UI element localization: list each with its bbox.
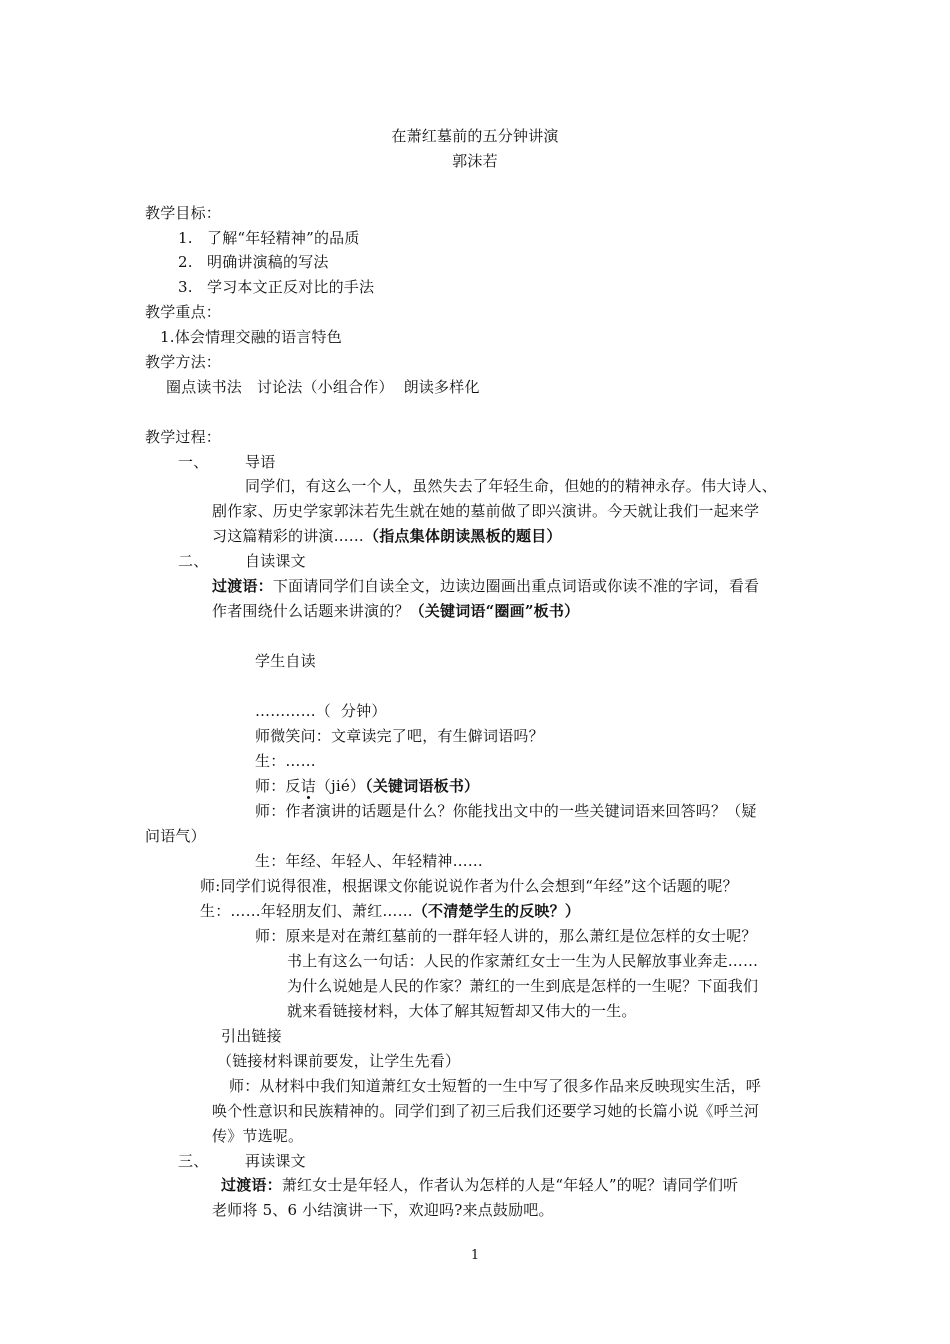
goal-item-3: 学习本文正反对比的手法 — [207, 278, 375, 296]
intro-line-3 — [212, 526, 562, 546]
teacher-question-2: 师：作者演讲的话题是什么？你能找出文中的一些关键词语来回答吗？（疑 — [255, 802, 757, 820]
transition-3-line-1 — [221, 1175, 738, 1195]
section-2-title: 自读课文 — [245, 552, 306, 570]
teacher-line-1-text: 师：反 — [255, 777, 301, 795]
process-heading: 教学过程： — [145, 428, 222, 446]
teacher-question-2-cont: 问语气） — [145, 827, 206, 845]
transition-3-text-1: 萧红女士是年轻人，作者认为怎样的人是“年轻人”的呢？请同学们听 — [281, 1176, 739, 1194]
teacher-line-3a: 师：原来是对在萧红墓前的一群年轻人讲的，那么萧红是位怎样的女士呢？ — [255, 927, 757, 945]
document-title: 在萧红墓前的五分钟讲演 — [391, 127, 559, 145]
transition-text-2: 作者围绕什么话题来讲演的？ — [212, 602, 410, 620]
document-author: 郭沫若 — [452, 152, 498, 170]
transition-line-2 — [212, 601, 579, 621]
goal-num-2: 2. — [178, 253, 193, 271]
transition-note: （关键词语“圈画”板书） — [409, 602, 580, 620]
page-number: 1 — [470, 1248, 480, 1263]
teacher-line-3d: 就来看链接材料，大体了解其短暂却又伟大的一生。 — [287, 1002, 637, 1020]
goal-num-3: 3. — [178, 278, 193, 296]
teacher-line-4c: 传》节选呢。 — [212, 1127, 304, 1145]
student-answer-1: 生：…… — [255, 752, 316, 770]
teacher-line-2: 师:同学们说得很准，根据课文你能说说作者为什么会想到“年经”这个话题的呢？ — [200, 877, 738, 895]
transition-label: 过渡语： — [212, 577, 273, 595]
goal-item-2: 明确讲演稿的写法 — [207, 253, 329, 271]
section-3-title: 再读课文 — [245, 1152, 306, 1170]
student-answer-3 — [200, 901, 580, 921]
method-list: 圈点读书法 讨论法（小组合作） 朗读多样化 — [166, 378, 480, 396]
intro-line-2: 剧作家、历史学家郭沫若先生就在她的墓前做了即兴演讲。今天就让我们一起来学 — [212, 502, 760, 520]
transition-3-label: 过渡语： — [221, 1176, 282, 1194]
intro-line-1: 同学们，有这么一个人，虽然失去了年轻生命，但她的的精神永存。伟大诗人、 — [245, 477, 778, 495]
teacher-line-3c: 为什么说她是人民的作家？萧红的一生到底是怎样的一生呢？下面我们 — [287, 977, 759, 995]
intro-line-3-text: 习这篇精彩的讲演…… — [212, 527, 365, 545]
self-read-label: 学生自读 — [255, 652, 316, 670]
teacher-line-4a: 师：从材料中我们知道萧红女士短暂的一生中写了很多作品来反映现实生活，呼 — [229, 1077, 762, 1095]
teacher-line-3b: 书上有这么一句话：人民的作家萧红女士一生为人民解放事业奔走…… — [287, 952, 759, 970]
teacher-line-1-note: （关键词语板书） — [365, 777, 480, 795]
section-1-number: 一、 — [178, 453, 209, 471]
link-heading: 引出链接 — [221, 1027, 282, 1045]
transition-text-1: 下面请同学们自读全文，边读边圈画出重点词语或你读不准的字词，看看 — [272, 577, 760, 595]
section-1-title: 导语 — [245, 453, 276, 471]
student-answer-3-note: （不清楚学生的反映？） — [412, 902, 581, 920]
transition-line-1 — [212, 576, 759, 596]
section-2-number: 二、 — [178, 552, 209, 570]
student-answer-2: 生：年经、年轻人、年轻精神…… — [255, 852, 484, 870]
student-answer-3-text: 生：……年轻朋友们、萧红…… — [200, 902, 413, 920]
goal-num-1: 1. — [178, 229, 193, 247]
transition-3-line-2: 老师将 5、6 小结演讲一下，欢迎吗?来点鼓励吧。 — [212, 1201, 554, 1219]
link-note: （链接材料课前要发，让学生先看） — [217, 1052, 461, 1070]
emphasized-char: 诘 — [300, 777, 316, 795]
goal-item-1: 了解“年轻精神”的品质 — [207, 229, 360, 247]
pinyin-note: （jié） — [315, 777, 366, 795]
key-point: 1.体会情理交融的语言特色 — [160, 328, 342, 346]
teacher-question-1: 师微笑问：文章读完了吧，有生僻词语吗？ — [255, 727, 544, 745]
goals-heading: 教学目标： — [145, 204, 222, 222]
method-heading: 教学方法： — [145, 353, 222, 371]
teacher-line-4b: 唤个性意识和民族精神的。同学们到了初三后我们还要学习她的长篇小说《呼兰河 — [212, 1102, 760, 1120]
key-heading: 教学重点： — [145, 303, 222, 321]
teacher-line-1 — [255, 776, 479, 796]
intro-note: （指点集体朗读黑板的题目） — [364, 527, 562, 545]
section-3-number: 三、 — [178, 1152, 209, 1170]
reading-time: …………（ 分钟） — [255, 702, 387, 720]
